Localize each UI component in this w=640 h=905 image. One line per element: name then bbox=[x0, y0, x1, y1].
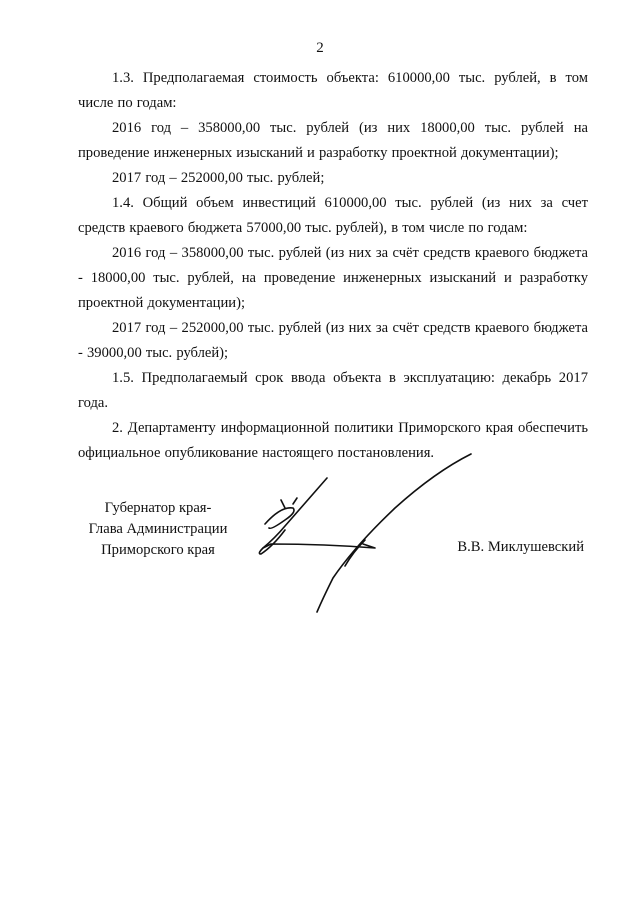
handwritten-signature bbox=[245, 448, 485, 618]
paragraph-2017-cost: 2017 год – 252000,00 тыс. рублей; bbox=[112, 170, 325, 186]
paragraph-2016-investment: 2016 год – 358000,00 тыс. рублей (из них за счёт средств краевого бюджета - 18000,00 тыс. рублей, на проведение инженерных изысканий и разработку проектной документации); bbox=[78, 245, 588, 311]
document-body bbox=[78, 66, 588, 466]
signatory-name: В.В. Миклушевский bbox=[457, 539, 584, 555]
signatory-title-line-2: Глава Администрации bbox=[88, 521, 228, 537]
signatory-title-line-1: Губернатор края- bbox=[104, 500, 212, 516]
signatory-title bbox=[78, 498, 238, 561]
paragraph-2017-investment: 2017 год – 252000,00 тыс. рублей (из них за счёт средств краевого бюджета - 39000,00 тыс. рублей); bbox=[78, 320, 588, 361]
page-number: 2 bbox=[316, 40, 324, 56]
paragraph-1-4: 1.4. Общий объем инвестиций 610000,00 тыс. рублей (из них за счет средств краевого бюджета 57000,00 тыс. рублей), в том числе по годам: bbox=[78, 195, 588, 236]
paragraph-2016-cost: 2016 год – 358000,00 тыс. рублей (из них 18000,00 тыс. рублей на проведение инженерных изысканий и разработку проектной документации); bbox=[78, 120, 588, 161]
paragraph-1-5: 1.5. Предполагаемый срок ввода объекта в эксплуатацию: декабрь 2017 года. bbox=[78, 370, 588, 411]
paragraph-1-3: 1.3. Предполагаемая стоимость объекта: 610000,00 тыс. рублей, в том числе по годам: bbox=[78, 70, 588, 111]
signatory-title-line-3: Приморского края bbox=[101, 542, 215, 558]
paragraph-2: 2. Департаменту информационной политики Приморского края обеспечить официальное опубликование настоящего постановления. bbox=[78, 420, 588, 461]
